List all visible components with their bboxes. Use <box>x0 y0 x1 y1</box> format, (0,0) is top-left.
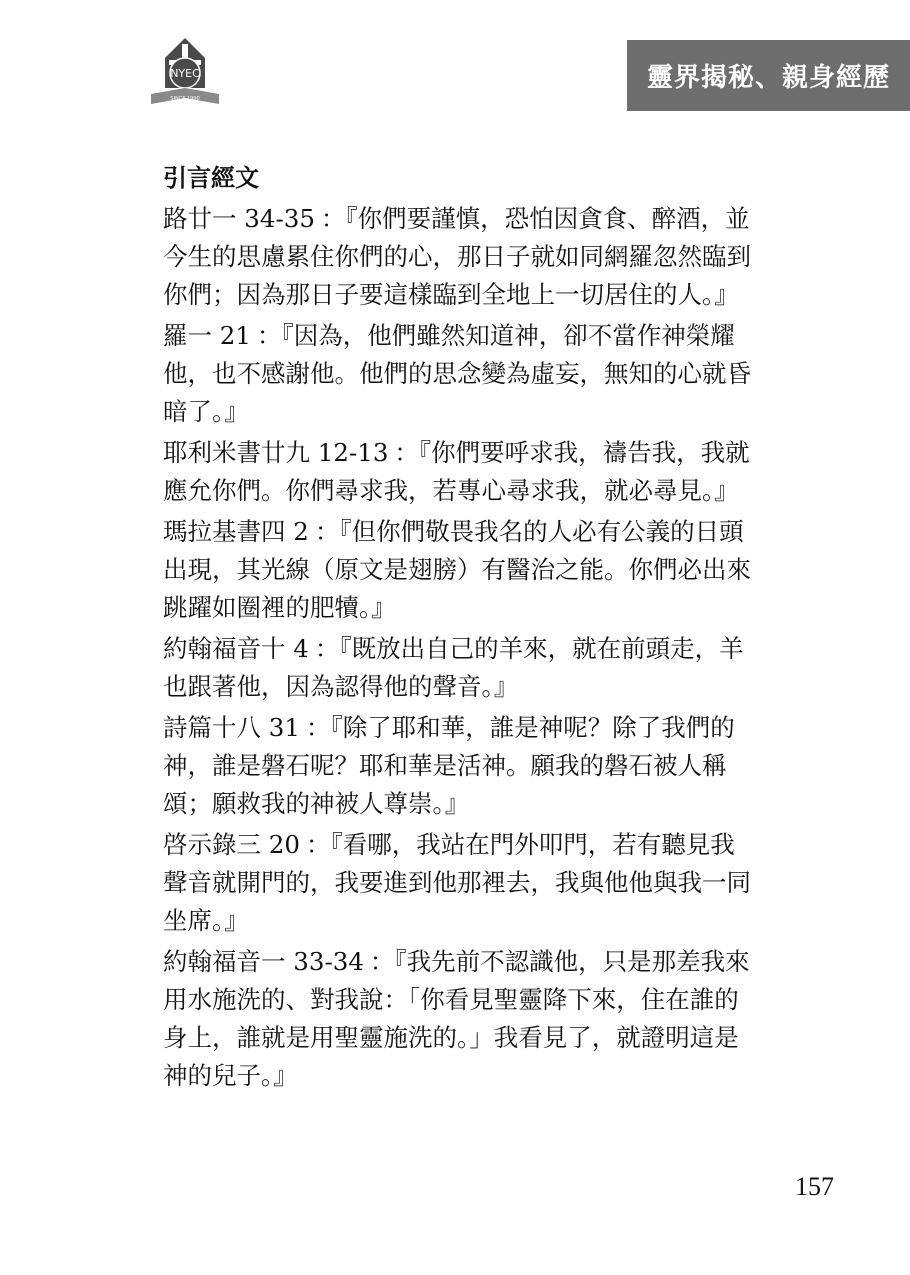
verse-text: ：『除了耶和華，誰是神呢？除了我們的神，誰是磐石呢？耶和華是活神。願我的磐石被人稱頌；願救我的神被人尊崇。』 <box>163 713 735 818</box>
section-header-band <box>627 40 910 111</box>
verse-reference: 啓示錄三 20 <box>163 830 300 859</box>
nyec-emblem-icon <box>145 36 225 111</box>
verse-item <box>163 709 753 823</box>
verse-text: ：『我先前不認識他，只是那差我來用水施洗的、對我說：「你看見聖靈降下來，住在誰的身上，誰就是用聖靈施洗的。」我看見了，就證明這是神的兒子。』 <box>163 947 750 1090</box>
verse-text: ：『你們要呼求我，禱告我，我就應允你們。你們尋求我，若專心尋求我，就必尋見。』 <box>163 438 750 505</box>
verse-reference: 約翰福音十 4 <box>163 634 309 663</box>
verse-reference: 羅一 21 <box>163 321 251 350</box>
verse-item <box>163 317 753 431</box>
verse-item <box>163 826 753 940</box>
verse-reference: 約翰福音一 33-34 <box>163 947 364 976</box>
logo-banner-text: SINCE 1990 <box>170 96 200 102</box>
verse-item <box>163 434 753 510</box>
section-title: 引言經文 <box>163 164 259 192</box>
verse-reference: 詩篇十八 31 <box>163 713 300 742</box>
page-number: 157 <box>795 1172 834 1201</box>
verse-item <box>163 200 753 314</box>
verse-text: ：『既放出自己的羊來，就在前頭走，羊也跟著他，因為認得他的聲音。』 <box>163 634 744 701</box>
logo-letters: NYEC <box>170 67 200 80</box>
verse-reference: 耶利米書廿九 12-13 <box>163 438 389 467</box>
section-label: 靈界揭秘、親身經歷 <box>646 63 890 93</box>
verse-text: ：『看哪，我站在門外叩門，若有聽見我聲音就開門的，我要進到他那裡去，我與他他與我一同坐席。』 <box>163 830 751 935</box>
verse-reference: 路廿一 34-35 <box>163 204 315 233</box>
verse-list <box>163 200 753 1098</box>
verse-reference: 瑪拉基書四 2 <box>163 517 309 546</box>
verse-item <box>163 943 753 1095</box>
verse-item <box>163 630 753 706</box>
verse-item <box>163 513 753 627</box>
verse-text: ：『你們要謹慎，恐怕因貪食、醉酒，並今生的思慮累住你們的心，那日子就如同網羅忽然臨到你們；因為那日子要這樣臨到全地上一切居住的人。』 <box>163 204 751 309</box>
verse-text: ：『但你們敬畏我名的人必有公義的日頭出現，其光線（原文是翅膀）有醫治之能。你們必出來跳躍如圈裡的肥犢。』 <box>163 517 751 622</box>
verse-text: ：『因為，他們雖然知道神，卻不當作神榮耀他，也不感謝他。他們的思念變為虛妄，無知的心就昏暗了。』 <box>163 321 751 426</box>
